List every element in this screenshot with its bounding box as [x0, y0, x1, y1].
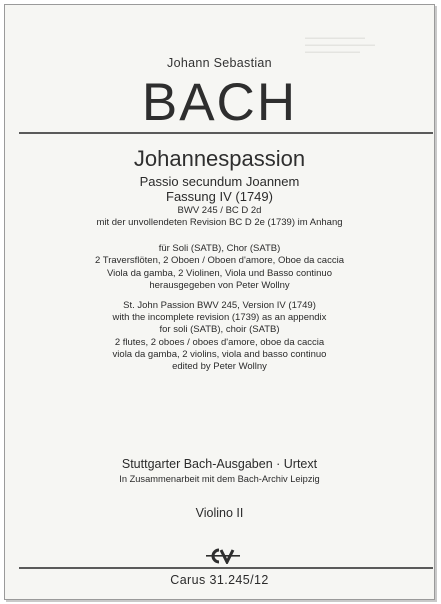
subtitle-line: Fassung IV (1749) [166, 189, 273, 204]
english-scoring [5, 300, 434, 373]
bottom-divider [19, 567, 433, 569]
german-line: 2 Traversflöten, 2 Oboen / Oboen d'amore, Oboe da caccia [95, 255, 344, 267]
catalog-line: BWV 245 / BC D 2d [177, 205, 262, 216]
german-line: für Soli (SATB), Chor (SATB) [158, 243, 281, 254]
composer-name: Johann Sebastian [167, 56, 272, 70]
german-line: herausgegeben von Peter Wollny [149, 279, 290, 291]
work-title: Johannespassion [133, 146, 306, 171]
english-line: with the incomplete revision (1739) as an appendix [112, 312, 327, 324]
subtitle-line: Passio secundum Joannem [139, 174, 300, 189]
work-subtitle [5, 174, 434, 204]
top-divider [19, 132, 433, 134]
english-line: viola da gamba, 2 violins, viola and basso continuo [112, 348, 327, 360]
english-line: 2 flutes, 2 oboes / oboes d'amore, oboe da caccia [114, 336, 325, 348]
english-line: edited by Peter Wollny [172, 361, 267, 373]
catalog-info [5, 205, 434, 228]
german-line: Viola da gamba, 2 Violinen, Viola und Basso continuo [107, 267, 332, 279]
composer-surname: BACH [141, 73, 298, 132]
catalog-line: mit der unvollendeten Revision BC D 2e (1739) im Anhang [96, 216, 343, 228]
series-title: Stuttgarter Bach-Ausgaben · Urtext [121, 457, 318, 471]
collaboration-note: In Zusammenarbeit mit dem Bach-Archiv Leipzig [119, 474, 320, 484]
german-scoring [5, 243, 434, 292]
bleed-through-text: ▬▬▬▬▬▬▬▬▬▬▬▬ ▬▬▬▬▬▬▬▬▬▬▬▬▬▬ ▬▬▬▬▬▬▬▬▬▬▬ [305, 35, 375, 55]
instrument-part: Violino II [195, 506, 244, 520]
english-line: St. John Passion BWV 245, Version IV (1749) [123, 300, 316, 311]
carus-logo-icon [206, 548, 240, 564]
score-cover-page [4, 4, 435, 600]
english-line: for soli (SATB), choir (SATB) [159, 324, 280, 336]
catalog-number: Carus 31.245/12 [170, 573, 269, 587]
